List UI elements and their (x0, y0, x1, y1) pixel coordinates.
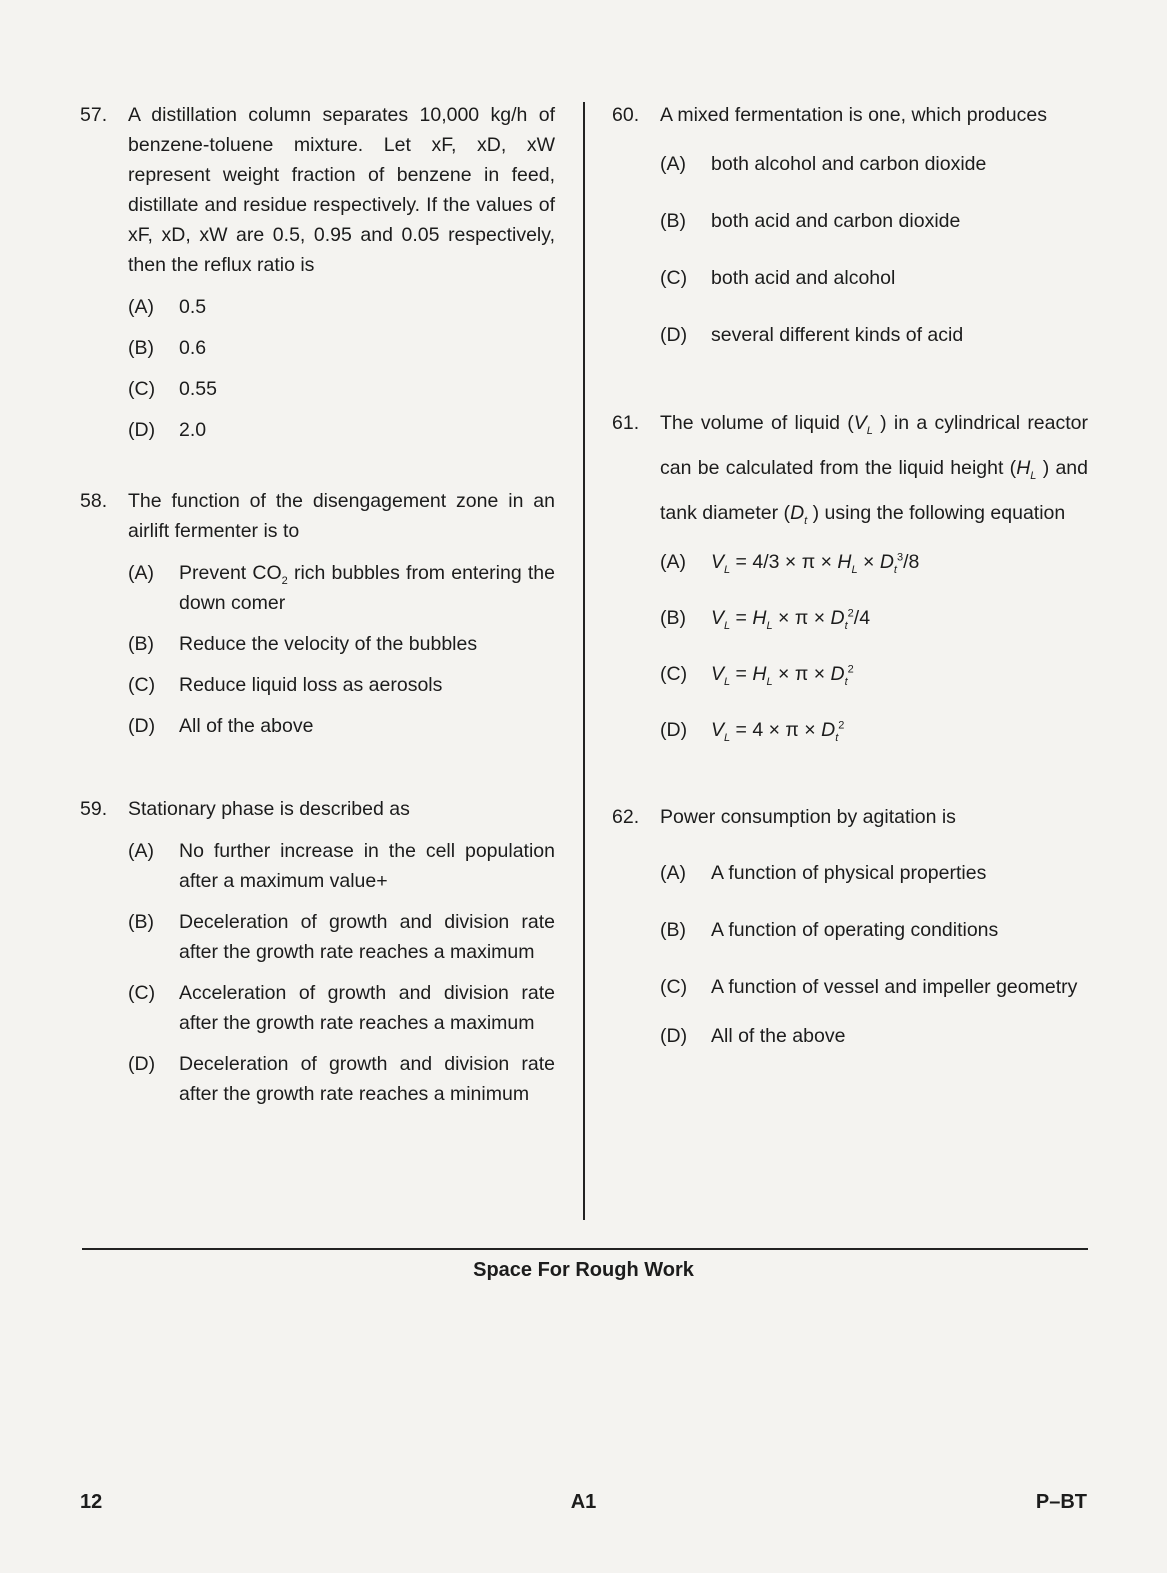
option-a: (A) 0.5 (128, 296, 207, 318)
option-d: (D) All of the above (660, 1025, 846, 1047)
option-c: (C) A function of vessel and impeller geometry (660, 976, 1078, 998)
question-number: 60. (612, 104, 640, 126)
left-column (80, 100, 555, 1109)
option-a: (A) No further increase in the cell population after a maximum value+ (128, 840, 555, 892)
question-text: A mixed fermentation is one, which produces (660, 104, 1047, 126)
question-57 (80, 100, 555, 445)
question-60 (612, 100, 1088, 350)
option-d: (D) Deceleration of growth and division rate after the growth rate reaches a minimum (128, 1053, 555, 1105)
option-d: (D) All of the above (128, 715, 314, 737)
option-c: (C) Reduce liquid loss as aerosols (128, 674, 443, 696)
option-b: (B) Reduce the velocity of the bubbles (128, 633, 478, 655)
question-number: 62. (612, 806, 640, 828)
question-62 (612, 802, 1088, 1051)
booklet-series: A1 (570, 1491, 597, 1513)
option-a: (A) Prevent $CO_2$ rich bubbles from entering the down comer (128, 562, 555, 614)
question-number: 61. (612, 412, 640, 434)
option-b: (B) $V_L = H_L \times \pi \times D_t^2/4$ (660, 603, 1088, 633)
formula: $V_L = H_L \times \pi \times D_t^2$ (711, 663, 854, 688)
question-58 (80, 486, 555, 741)
option-b: (B) 0.6 (128, 337, 207, 359)
question-61 (612, 408, 1088, 745)
option-c: (C) Acceleration of growth and division rate after the growth rate reaches a maximum (128, 982, 555, 1034)
option-a: (A) $V_L = 4/3 \times \pi \times H_L \times D_t^3/8$ (660, 547, 1088, 577)
question-text: Stationary phase is described as (128, 798, 410, 820)
page-number: 12 (80, 1491, 103, 1513)
question-text: The volume of liquid ($V_L$ ) in a cylindrical reactor can be calculated from the liquid height ($H_L$ ) and tank diameter ($D_t$ ) using the following equation (660, 412, 1089, 527)
formula: $V_L = H_L \times \pi \times D_t^2/4$ (711, 607, 871, 632)
rough-work-rule (82, 1248, 1088, 1250)
option-a: (A) both alcohol and carbon dioxide (660, 153, 987, 175)
question-text: The function of the disengagement zone in an airlift fermenter is to (128, 490, 555, 542)
rough-work-heading: Space For Rough Work (473, 1259, 694, 1281)
option-c: (C) both acid and alcohol (660, 267, 896, 289)
column-divider (583, 102, 585, 1220)
question-59 (80, 794, 555, 1109)
option-d: (D) 2.0 (128, 419, 207, 441)
question-number: 57. (80, 104, 108, 126)
option-b: (B) Deceleration of growth and division rate after the growth rate reaches a maximum (128, 911, 555, 963)
right-column (612, 100, 1088, 1051)
option-b: (B) both acid and carbon dioxide (660, 210, 961, 232)
question-number: 59. (80, 798, 108, 820)
question-text: Power consumption by agitation is (660, 806, 956, 828)
option-d: (D) $V_L = 4 \times \pi \times D_t^2$ (660, 715, 1088, 745)
question-text: A distillation column separates 10,000 kg/h of benzene-toluene mixture. Let xF, xD, xW represent weight fraction of benzene in feed, distillate and residue respectively. If the values of xF, xD, xW are 0.5, 0.95 and 0.05 respectively, then the reflux ratio is (128, 104, 555, 276)
option-c: (C) 0.55 (128, 378, 217, 400)
option-b: (B) A function of operating conditions (660, 919, 999, 941)
option-a: (A) A function of physical properties (660, 862, 987, 884)
option-d: (D) several different kinds of acid (660, 324, 964, 346)
option-c: (C) $V_L = H_L \times \pi \times D_t^2$ (660, 659, 1088, 689)
formula: $V_L = 4 \times \pi \times D_t^2$ (711, 719, 845, 744)
formula: $V_L = 4/3 \times \pi \times H_L \times D_t^3/8$ (711, 551, 920, 576)
subject-code: P–BT (1035, 1491, 1087, 1513)
question-number: 58. (80, 490, 108, 512)
